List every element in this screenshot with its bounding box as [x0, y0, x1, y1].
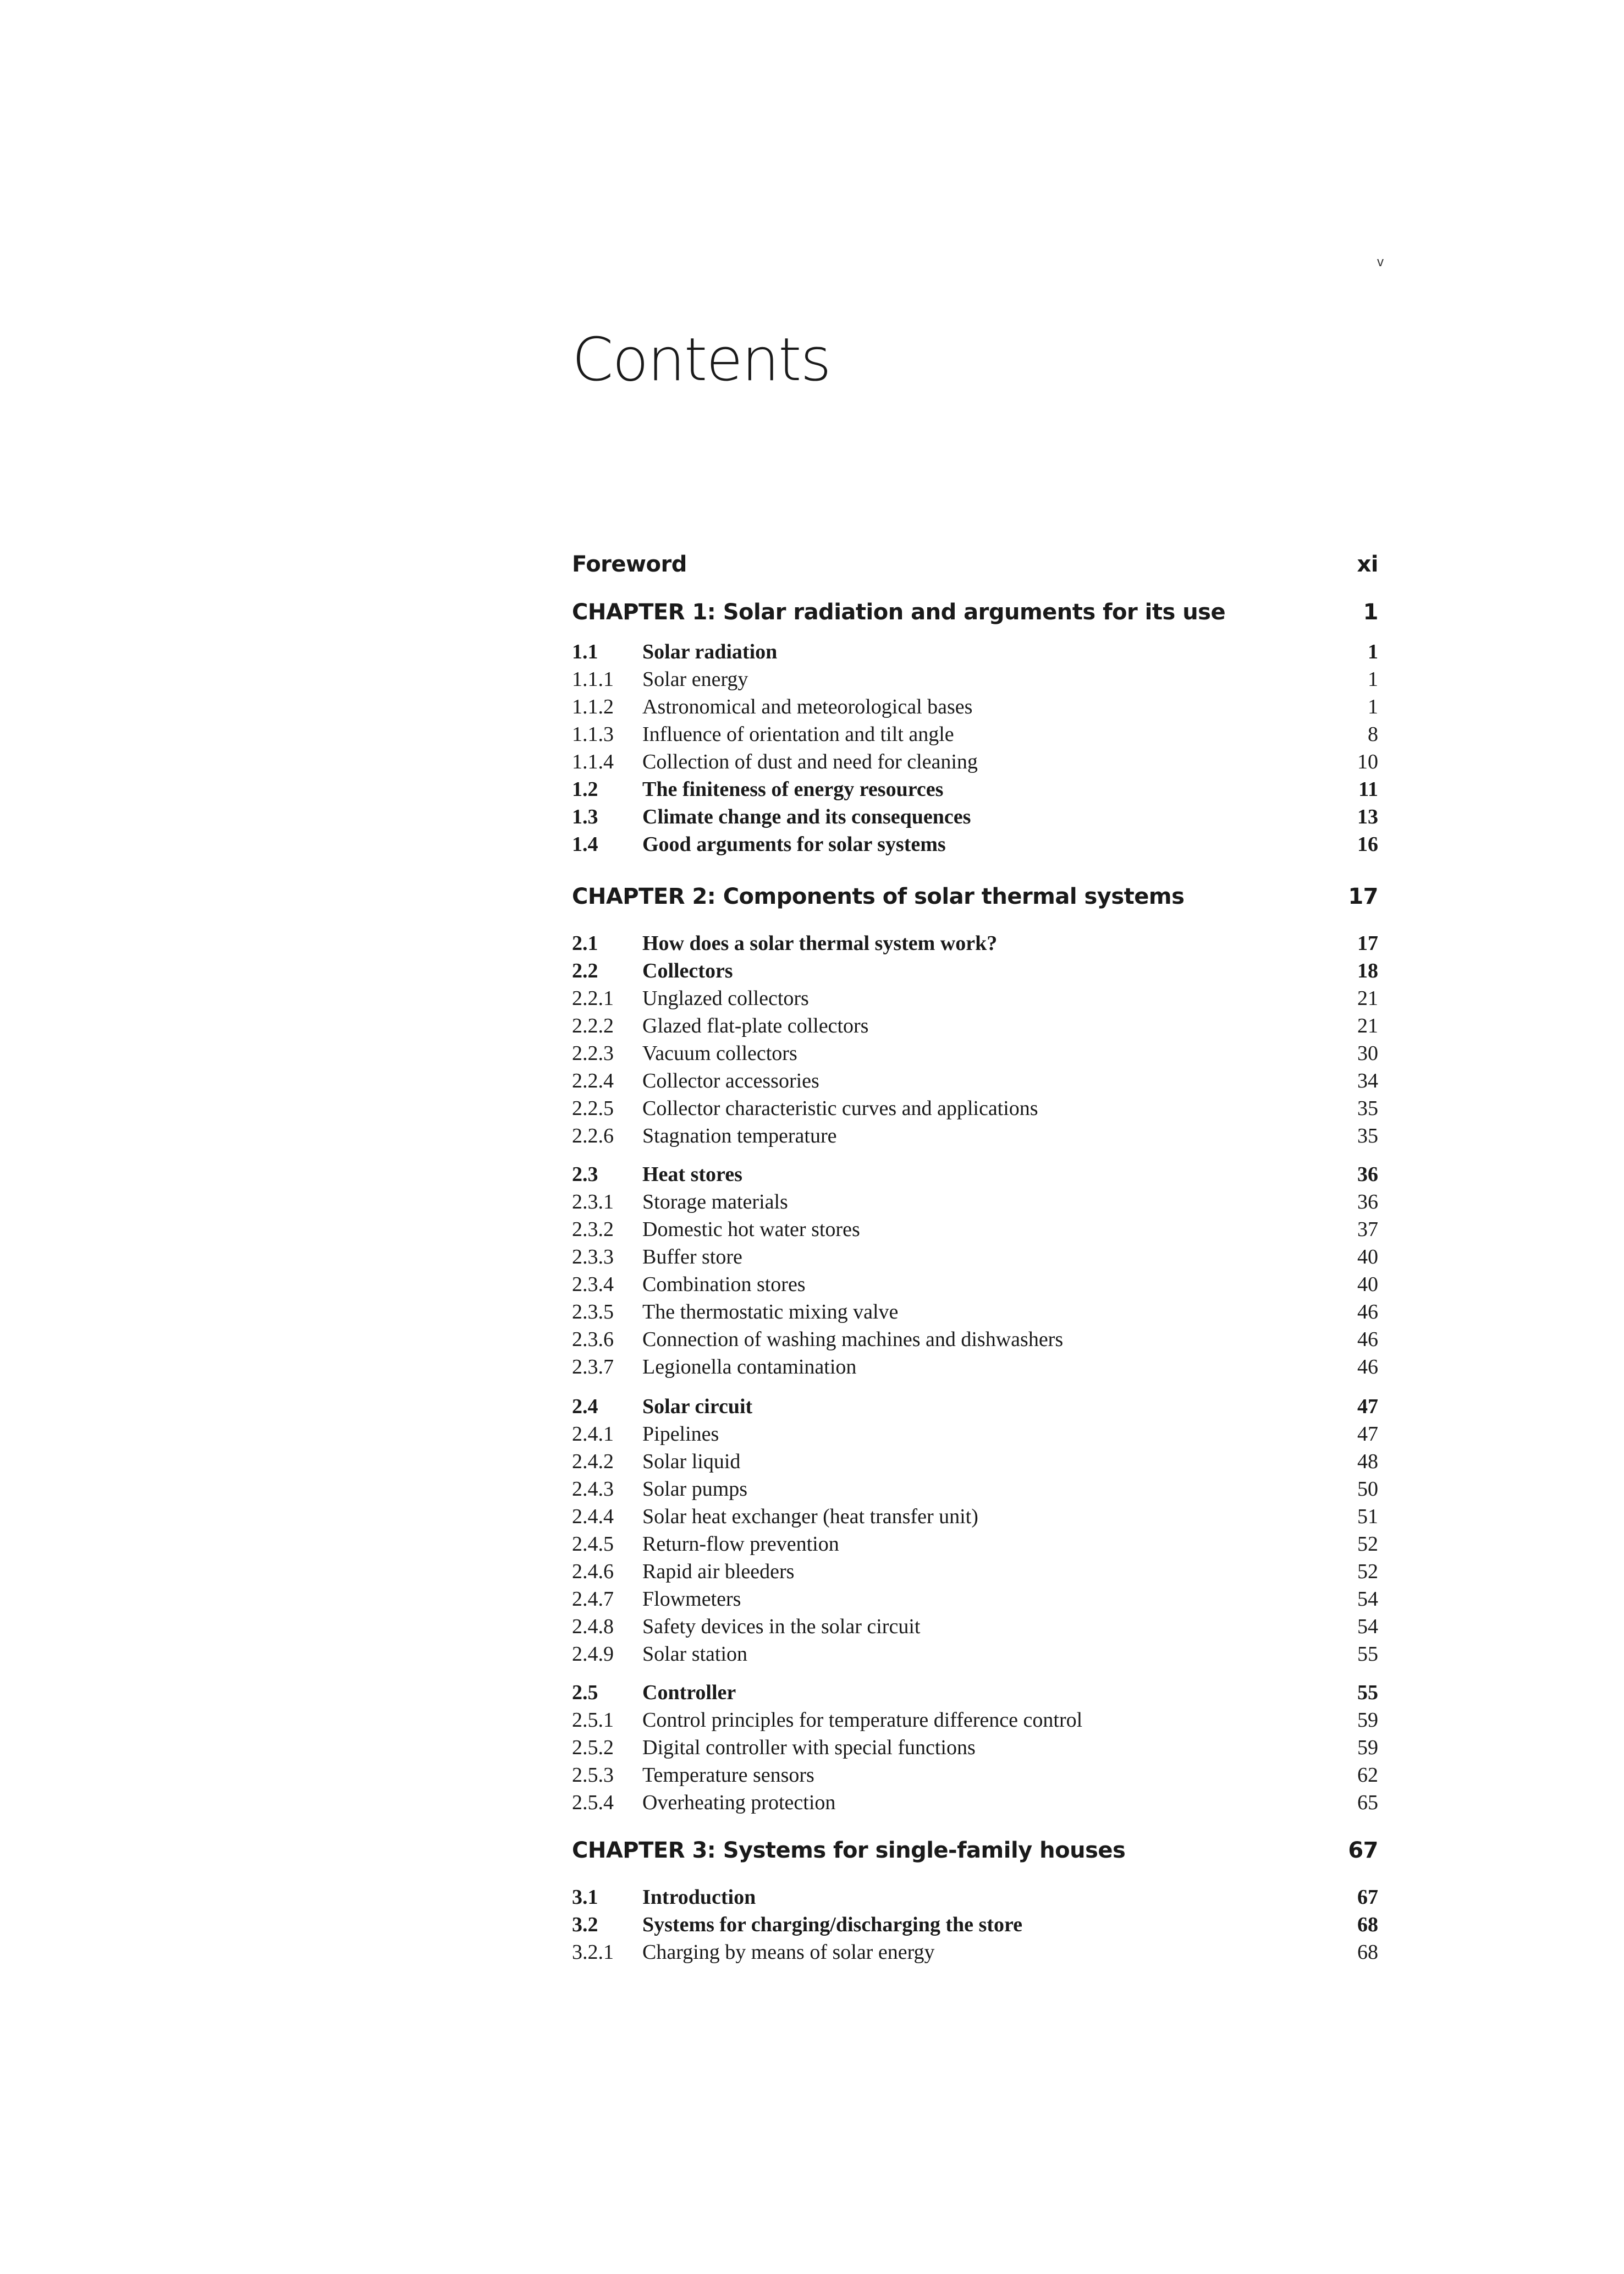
toc-number: 2.3.2: [572, 1218, 614, 1241]
toc-title: Rapid air bleeders: [642, 1560, 795, 1583]
toc-page-number: 36: [1357, 1190, 1378, 1213]
toc-page-number: 17: [1348, 884, 1378, 909]
toc-page-number: 17: [1357, 932, 1378, 955]
toc-subsection: [572, 1938, 1378, 1966]
toc-title: Heat stores: [642, 1163, 742, 1186]
toc-number: 1.4: [572, 833, 598, 856]
toc-section: [572, 1393, 1378, 1420]
toc-page-number: 51: [1357, 1505, 1378, 1528]
toc-section: [572, 831, 1378, 858]
toc-title: Flowmeters: [642, 1588, 741, 1611]
toc-title: Overheating protection: [642, 1791, 836, 1814]
toc-subsection: [572, 1420, 1378, 1448]
toc-subsection: [572, 1326, 1378, 1353]
toc-title: Good arguments for solar systems: [642, 833, 946, 856]
toc-number: 2.4: [572, 1395, 598, 1418]
toc-page-number: 54: [1357, 1588, 1378, 1611]
toc-subsection: [572, 1122, 1378, 1150]
toc-subsection: [572, 1243, 1378, 1271]
toc-page-number: xi: [1357, 552, 1378, 577]
toc-subsection: [572, 748, 1378, 776]
toc-page-number: 21: [1357, 987, 1378, 1010]
toc-number: 2.3.1: [572, 1190, 614, 1213]
toc-number: 2.2: [572, 959, 598, 982]
toc-number: 2.4.4: [572, 1505, 614, 1528]
toc-number: 1.1: [572, 640, 598, 663]
toc-section: [572, 638, 1378, 666]
toc-page-number: 34: [1357, 1069, 1378, 1092]
toc-page-number: 67: [1357, 1886, 1378, 1909]
toc-page-number: 46: [1357, 1300, 1378, 1323]
toc-number: 2.5: [572, 1681, 598, 1704]
toc-title: Temperature sensors: [642, 1764, 814, 1787]
toc-subsection: [572, 1734, 1378, 1761]
toc-number: 2.4.9: [572, 1643, 614, 1666]
toc-page-number: 35: [1357, 1097, 1378, 1120]
toc-title: The finiteness of energy resources: [642, 778, 944, 801]
toc-page-number: 8: [1368, 723, 1378, 746]
toc-subsection: [572, 1271, 1378, 1298]
toc-page-number: 46: [1357, 1328, 1378, 1351]
toc-title: The thermostatic mixing valve: [642, 1300, 899, 1323]
toc-title: Controller: [642, 1681, 736, 1704]
toc-number: 1.2: [572, 778, 598, 801]
toc-page-number: 36: [1357, 1163, 1378, 1186]
toc-number: 2.4.8: [572, 1615, 614, 1638]
toc-page-number: 13: [1357, 805, 1378, 828]
toc-subsection: [572, 1640, 1378, 1668]
toc-page-number: 37: [1357, 1218, 1378, 1241]
toc-title: Domestic hot water stores: [642, 1218, 860, 1241]
page-number: v: [1377, 255, 1384, 270]
toc-page-number: 21: [1357, 1014, 1378, 1037]
toc-number: 2.3.6: [572, 1328, 614, 1351]
toc-title: Pipelines: [642, 1422, 719, 1446]
toc-number: 2.3.5: [572, 1300, 614, 1323]
toc-chapter-heading: [572, 549, 1378, 580]
toc-number: 2.4.1: [572, 1422, 614, 1446]
table-of-contents: [572, 0, 1378, 2274]
toc-section: [572, 1911, 1378, 1938]
toc-page-number: 46: [1357, 1355, 1378, 1378]
toc-subsection: [572, 1188, 1378, 1216]
toc-section: [572, 957, 1378, 985]
toc-page-number: 55: [1357, 1681, 1378, 1704]
toc-title: Solar liquid: [642, 1450, 741, 1473]
toc-page-number: 30: [1357, 1042, 1378, 1065]
toc-title: Solar station: [642, 1643, 748, 1666]
toc-number: 1.1.4: [572, 750, 614, 773]
toc-title: Collection of dust and need for cleaning: [642, 750, 978, 773]
toc-subsection: [572, 1789, 1378, 1816]
toc-subsection: [572, 721, 1378, 748]
toc-page-number: 47: [1357, 1395, 1378, 1418]
toc-subsection: [572, 1503, 1378, 1530]
toc-page-number: 48: [1357, 1450, 1378, 1473]
toc-page-number: 65: [1357, 1791, 1378, 1814]
toc-subsection: [572, 1475, 1378, 1503]
toc-page-number: 59: [1357, 1709, 1378, 1732]
toc-number: 3.2: [572, 1913, 598, 1936]
toc-number: 3.1: [572, 1886, 598, 1909]
toc-title: How does a solar thermal system work?: [642, 932, 998, 955]
toc-title: Stagnation temperature: [642, 1124, 837, 1147]
toc-section: [572, 1161, 1378, 1188]
toc-subsection: [572, 1012, 1378, 1040]
toc-number: 2.5.2: [572, 1736, 614, 1759]
toc-number: 2.5.4: [572, 1791, 614, 1814]
toc-title: CHAPTER 2: Components of solar thermal systems: [572, 884, 1185, 909]
toc-page-number: 10: [1357, 750, 1378, 773]
toc-title: Buffer store: [642, 1245, 742, 1268]
toc-page-number: 50: [1357, 1477, 1378, 1501]
toc-title: CHAPTER 3: Systems for single-family houses: [572, 1838, 1126, 1863]
toc-number: 2.4.2: [572, 1450, 614, 1473]
toc-title: Connection of washing machines and dishwashers: [642, 1328, 1064, 1351]
toc-chapter-heading: [572, 1835, 1378, 1866]
page-title: Contents: [572, 326, 830, 394]
toc-title: Collector accessories: [642, 1069, 819, 1092]
toc-number: 2.4.6: [572, 1560, 614, 1583]
toc-number: 2.3.4: [572, 1273, 614, 1296]
toc-title: Collector characteristic curves and applications: [642, 1097, 1038, 1120]
toc-title: Glazed flat-plate collectors: [642, 1014, 869, 1037]
toc-title: Storage materials: [642, 1190, 788, 1213]
toc-title: Solar pumps: [642, 1477, 748, 1501]
toc-title: Control principles for temperature difference control: [642, 1709, 1083, 1732]
toc-page-number: 54: [1357, 1615, 1378, 1638]
toc-number: 2.4.3: [572, 1477, 614, 1501]
toc-page-number: 68: [1357, 1913, 1378, 1936]
toc-page-number: 55: [1357, 1643, 1378, 1666]
toc-title: Astronomical and meteorological bases: [642, 695, 973, 718]
toc-title: Influence of orientation and tilt angle: [642, 723, 954, 746]
toc-subsection: [572, 1216, 1378, 1243]
toc-subsection: [572, 1353, 1378, 1381]
toc-page-number: 35: [1357, 1124, 1378, 1147]
toc-subsection: [572, 1040, 1378, 1067]
toc-subsection: [572, 1530, 1378, 1558]
toc-number: 2.2.6: [572, 1124, 614, 1147]
toc-section: [572, 930, 1378, 957]
toc-title: Unglazed collectors: [642, 987, 809, 1010]
toc-subsection: [572, 1558, 1378, 1585]
toc-number: 2.1: [572, 932, 598, 955]
toc-chapter-heading: [572, 597, 1378, 628]
toc-page-number: 1: [1368, 640, 1378, 663]
toc-number: 3.2.1: [572, 1941, 614, 1964]
toc-section: [572, 1883, 1378, 1911]
toc-title: Collectors: [642, 959, 733, 982]
toc-title: Solar heat exchanger (heat transfer unit): [642, 1505, 978, 1528]
toc-title: Solar energy: [642, 668, 748, 691]
toc-subsection: [572, 985, 1378, 1012]
toc-title: Combination stores: [642, 1273, 806, 1296]
toc-subsection: [572, 1613, 1378, 1640]
toc-number: 2.2.2: [572, 1014, 614, 1037]
toc-section: [572, 803, 1378, 831]
toc-page-number: 16: [1357, 833, 1378, 856]
toc-title: Return-flow prevention: [642, 1533, 839, 1556]
toc-subsection: [572, 666, 1378, 693]
toc-number: 2.2.5: [572, 1097, 614, 1120]
toc-title: Digital controller with special functions: [642, 1736, 976, 1759]
toc-number: 1.1.1: [572, 668, 614, 691]
toc-title: Solar radiation: [642, 640, 778, 663]
toc-subsection: [572, 1761, 1378, 1789]
toc-number: 2.5.3: [572, 1764, 614, 1787]
toc-title: Vacuum collectors: [642, 1042, 797, 1065]
toc-subsection: [572, 1585, 1378, 1613]
toc-subsection: [572, 693, 1378, 721]
toc-number: 2.2.4: [572, 1069, 614, 1092]
toc-page-number: 1: [1368, 695, 1378, 718]
toc-number: 2.2.3: [572, 1042, 614, 1065]
toc-page-number: 68: [1357, 1941, 1378, 1964]
toc-number: 2.4.5: [572, 1533, 614, 1556]
toc-title: Solar circuit: [642, 1395, 753, 1418]
toc-title: CHAPTER 1: Solar radiation and arguments for its use: [572, 600, 1226, 625]
toc-number: 1.1.2: [572, 695, 614, 718]
toc-number: 2.3.7: [572, 1355, 614, 1378]
toc-subsection: [572, 1706, 1378, 1734]
toc-subsection: [572, 1298, 1378, 1326]
toc-title: Legionella contamination: [642, 1355, 857, 1378]
toc-page-number: 47: [1357, 1422, 1378, 1446]
toc-number: 1.3: [572, 805, 598, 828]
toc-number: 2.4.7: [572, 1588, 614, 1611]
toc-number: 1.1.3: [572, 723, 614, 746]
toc-page-number: 1: [1368, 668, 1378, 691]
toc-subsection: [572, 1448, 1378, 1475]
toc-number: 2.3: [572, 1163, 598, 1186]
toc-section: [572, 776, 1378, 803]
toc-subsection: [572, 1095, 1378, 1122]
toc-page-number: 52: [1357, 1560, 1378, 1583]
toc-page-number: 1: [1363, 600, 1378, 625]
toc-title: Foreword: [572, 552, 687, 577]
toc-title: Climate change and its consequences: [642, 805, 971, 828]
toc-page-number: 59: [1357, 1736, 1378, 1759]
toc-page-number: 40: [1357, 1273, 1378, 1296]
toc-number: 2.2.1: [572, 987, 614, 1010]
toc-subsection: [572, 1067, 1378, 1095]
toc-number: 2.3.3: [572, 1245, 614, 1268]
toc-number: 2.5.1: [572, 1709, 614, 1732]
toc-page-number: 18: [1357, 959, 1378, 982]
toc-section: [572, 1679, 1378, 1706]
toc-title: Systems for charging/discharging the store: [642, 1913, 1023, 1936]
toc-page-number: 67: [1348, 1838, 1378, 1863]
toc-title: Charging by means of solar energy: [642, 1941, 935, 1964]
toc-title: Introduction: [642, 1886, 756, 1909]
toc-chapter-heading: [572, 881, 1378, 912]
toc-page-number: 52: [1357, 1533, 1378, 1556]
toc-page-number: 40: [1357, 1245, 1378, 1268]
toc-page-number: 62: [1357, 1764, 1378, 1787]
toc-page-number: 11: [1358, 778, 1378, 801]
toc-title: Safety devices in the solar circuit: [642, 1615, 921, 1638]
